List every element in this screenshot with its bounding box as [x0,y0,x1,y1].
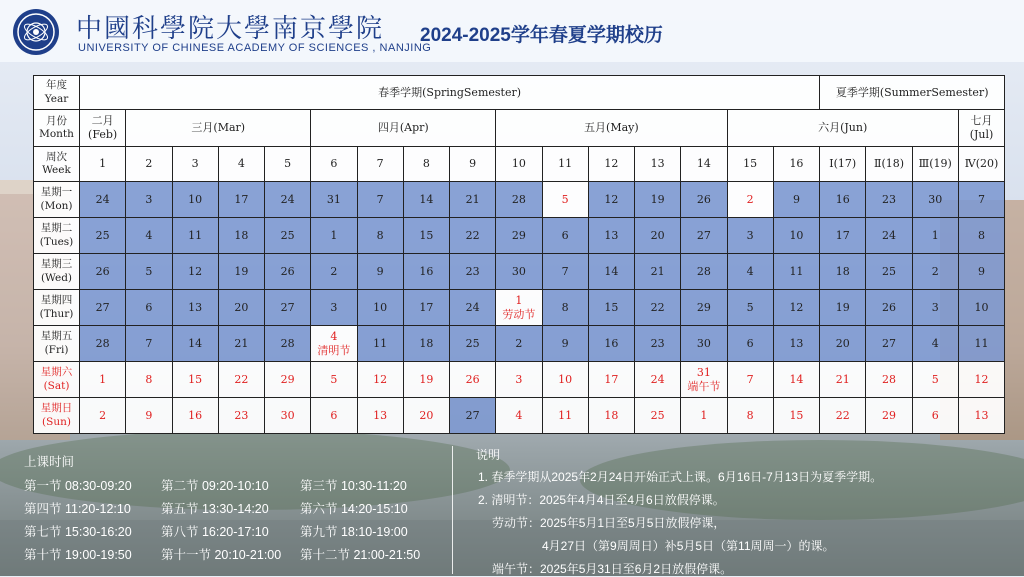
date-cell: 29 [496,218,542,254]
date-cell: 8 [542,290,588,326]
day-row [34,218,1005,254]
week-cell: 6 [311,147,357,182]
month-cell: 三月(Mar) [126,110,311,147]
date-cell: 16 [588,326,634,362]
date-cell: 13 [958,398,1004,434]
date-cell: 27 [80,290,126,326]
date-cell: 22 [450,218,496,254]
date-cell: 10 [172,182,218,218]
date-cell: 14 [403,182,449,218]
school-name-en: UNIVERSITY OF CHINESE ACADEMY OF SCIENCES , NANJING [78,42,432,54]
date-cell: 25 [265,218,311,254]
date-cell: 29 [866,398,912,434]
date-cell: 1 [80,362,126,398]
day-label: 星期二 (Tues) [34,218,80,254]
month-row [34,110,1005,147]
date-cell: 4 [727,254,773,290]
week-cell: 2 [126,147,172,182]
date-cell: 8 [357,218,403,254]
school-name-cn: 中國科學院大學南京學院 [76,14,385,44]
period-time: 第五节 13:30-14:20 [161,502,269,516]
date-cell: 26 [866,290,912,326]
date-cell: 1 [912,218,958,254]
date-cell: 13 [172,290,218,326]
date-cell: 28 [496,182,542,218]
note-line: 端午节：2025年5月31日至6月2日放假停课。 [492,562,733,576]
date-cell: 14 [172,326,218,362]
date-cell: 24 [866,218,912,254]
week-cell: 14 [681,147,727,182]
date-cell: 7 [126,326,172,362]
day-row [34,326,1005,362]
period-time: 第十二节 21:00-21:50 [300,548,421,562]
period-time: 第二节 09:20-10:10 [161,479,269,493]
month-header: 月份 Month [34,110,80,147]
notes-title: 说明 [476,448,501,462]
date-cell: 16 [403,254,449,290]
date-cell: 16 [820,182,866,218]
week-cell: 9 [450,147,496,182]
week-cell: 4 [218,147,264,182]
period-time: 第十一节 20:10-21:00 [161,548,282,562]
spring-semester-header: 春季学期(SpringSemester) [80,76,820,110]
period-time: 第七节 15:30-16:20 [24,525,132,539]
date-cell: 9 [958,254,1004,290]
date-cell: 12 [773,290,819,326]
month-cell: 二月 (Feb) [80,110,126,147]
date-cell: 19 [218,254,264,290]
date-cell: 3 [727,218,773,254]
date-cell: 4 [912,326,958,362]
calendar-table [33,75,1005,434]
week-cell: 10 [496,147,542,182]
day-row [34,362,1005,398]
date-cell: 28 [866,362,912,398]
calendar-title: 2024-2025学年春夏学期校历 [420,25,663,46]
period-time: 第十节 19:00-19:50 [24,548,132,562]
date-cell: 27 [681,218,727,254]
date-cell: 23 [218,398,264,434]
date-cell: 6 [542,218,588,254]
period-time: 第四节 11:20-12:10 [24,502,131,516]
date-cell: 12 [172,254,218,290]
date-cell: 14 [588,254,634,290]
summer-semester-header: 夏季学期(SummerSemester) [820,76,1005,110]
date-cell: 20 [403,398,449,434]
date-cell: 30 [496,254,542,290]
date-cell: 24 [635,362,681,398]
date-cell: 13 [773,326,819,362]
date-cell: 22 [820,398,866,434]
date-cell: 2 [912,254,958,290]
date-cell: 31 端午节 [681,362,727,398]
date-cell: 24 [80,182,126,218]
date-cell: 26 [681,182,727,218]
date-cell: 28 [80,326,126,362]
date-cell: 17 [588,362,634,398]
week-header: 周次 Week [34,147,80,182]
week-cell: 1 [80,147,126,182]
date-cell: 25 [80,218,126,254]
date-cell: 29 [265,362,311,398]
date-cell: 6 [912,398,958,434]
period-time: 第一节 08:30-09:20 [24,479,132,493]
date-cell: 7 [958,182,1004,218]
date-cell: 26 [80,254,126,290]
date-cell: 9 [126,398,172,434]
date-cell: 13 [357,398,403,434]
notes-divider [452,446,453,574]
date-cell: 19 [820,290,866,326]
date-cell: 11 [357,326,403,362]
date-cell: 23 [450,254,496,290]
date-cell: 5 [126,254,172,290]
date-cell: 30 [681,326,727,362]
date-cell: 4 [126,218,172,254]
week-cell: Ⅰ(17) [820,147,866,182]
day-row [34,254,1005,290]
date-cell: 4 清明节 [311,326,357,362]
date-cell: 7 [357,182,403,218]
note-line: 2. 清明节：2025年4月4日至4月6日放假停课。 [478,493,725,507]
week-row [34,147,1005,182]
date-cell: 7 [727,362,773,398]
date-cell: 10 [958,290,1004,326]
date-cell: 17 [820,218,866,254]
date-cell: 30 [265,398,311,434]
date-cell: 15 [588,290,634,326]
date-cell: 8 [958,218,1004,254]
date-cell: 15 [773,398,819,434]
note-line: 劳动节：2025年5月1日至5月5日放假停课， [492,516,726,530]
schedule-title: 上课时间 [24,455,75,469]
week-cell: 12 [588,147,634,182]
day-row [34,398,1005,434]
day-label: 星期一 (Mon) [34,182,80,218]
note-line: 1. 春季学期从2025年2月24日开始正式上课。6月16日-7月13日为夏季学期。 [478,470,883,484]
date-cell: 28 [265,326,311,362]
date-cell: 21 [635,254,681,290]
year-header: 年度 Year [34,76,80,110]
period-time: 第三节 10:30-11:20 [300,479,407,493]
date-cell: 6 [126,290,172,326]
week-cell: 11 [542,147,588,182]
date-cell: 29 [681,290,727,326]
date-cell: 11 [542,398,588,434]
date-cell: 15 [403,218,449,254]
month-cell: 五月(May) [496,110,727,147]
date-cell: 20 [820,326,866,362]
header-bar [0,0,1024,62]
date-cell: 10 [357,290,403,326]
period-time: 第六节 14:20-15:10 [300,502,408,516]
date-cell: 17 [218,182,264,218]
date-cell: 23 [866,182,912,218]
year-row [34,76,1005,110]
date-cell: 10 [542,362,588,398]
date-cell: 27 [866,326,912,362]
date-cell: 2 [496,326,542,362]
date-cell: 8 [126,362,172,398]
week-cell: 5 [265,147,311,182]
date-cell: 15 [172,362,218,398]
date-cell: 2 [727,182,773,218]
week-cell: 15 [727,147,773,182]
date-cell: 12 [357,362,403,398]
date-cell: 3 [496,362,542,398]
date-cell: 18 [820,254,866,290]
date-cell: 23 [635,326,681,362]
date-cell: 22 [635,290,681,326]
week-cell: 3 [172,147,218,182]
date-cell: 26 [450,362,496,398]
date-cell: 3 [126,182,172,218]
date-cell: 1 [681,398,727,434]
date-cell: 7 [542,254,588,290]
period-time: 第九节 18:10-19:00 [300,525,408,539]
date-cell: 30 [912,182,958,218]
date-cell: 28 [681,254,727,290]
date-cell: 12 [588,182,634,218]
date-cell: 11 [958,326,1004,362]
date-cell: 11 [172,218,218,254]
date-cell: 27 [450,398,496,434]
date-cell: 9 [357,254,403,290]
date-cell: 1 劳动节 [496,290,542,326]
month-cell: 七月(Jul) [958,110,1004,147]
date-cell: 3 [311,290,357,326]
date-cell: 26 [265,254,311,290]
note-line: 4月27日（第9周周日）补5月5日（第11周周一）的课。 [542,539,835,553]
university-seal-logo [12,8,60,56]
date-cell: 18 [588,398,634,434]
week-cell: 8 [403,147,449,182]
date-cell: 20 [635,218,681,254]
date-cell: 6 [311,398,357,434]
date-cell: 21 [218,326,264,362]
date-cell: 24 [265,182,311,218]
week-cell: 16 [773,147,819,182]
date-cell: 27 [265,290,311,326]
date-cell: 31 [311,182,357,218]
date-cell: 5 [727,290,773,326]
week-cell: Ⅲ(19) [912,147,958,182]
date-cell: 19 [635,182,681,218]
date-cell: 13 [588,218,634,254]
period-time: 第八节 16:20-17:10 [161,525,269,539]
date-cell: 22 [218,362,264,398]
date-cell: 9 [542,326,588,362]
date-cell: 12 [958,362,1004,398]
month-cell: 四月(Apr) [311,110,496,147]
date-cell: 25 [866,254,912,290]
date-cell: 5 [912,362,958,398]
week-cell: Ⅳ(20) [958,147,1004,182]
date-cell: 24 [450,290,496,326]
month-cell: 六月(Jun) [727,110,958,147]
week-cell: Ⅱ(18) [866,147,912,182]
date-cell: 5 [542,182,588,218]
date-cell: 14 [773,362,819,398]
date-cell: 18 [218,218,264,254]
day-row [34,182,1005,218]
date-cell: 4 [496,398,542,434]
date-cell: 19 [403,362,449,398]
day-label: 星期五 (Fri) [34,326,80,362]
day-row [34,290,1005,326]
date-cell: 3 [912,290,958,326]
date-cell: 8 [727,398,773,434]
week-cell: 7 [357,147,403,182]
date-cell: 10 [773,218,819,254]
date-cell: 21 [820,362,866,398]
date-cell: 6 [727,326,773,362]
date-cell: 21 [450,182,496,218]
week-cell: 13 [635,147,681,182]
date-cell: 16 [172,398,218,434]
date-cell: 1 [311,218,357,254]
date-cell: 25 [450,326,496,362]
day-label: 星期日 (Sun) [34,398,80,434]
day-label: 星期三 (Wed) [34,254,80,290]
date-cell: 17 [403,290,449,326]
date-cell: 20 [218,290,264,326]
date-cell: 25 [635,398,681,434]
date-cell: 18 [403,326,449,362]
date-cell: 9 [773,182,819,218]
date-cell: 2 [311,254,357,290]
day-label: 星期四 (Thur) [34,290,80,326]
day-label: 星期六 (Sat) [34,362,80,398]
date-cell: 11 [773,254,819,290]
date-cell: 2 [80,398,126,434]
date-cell: 5 [311,362,357,398]
